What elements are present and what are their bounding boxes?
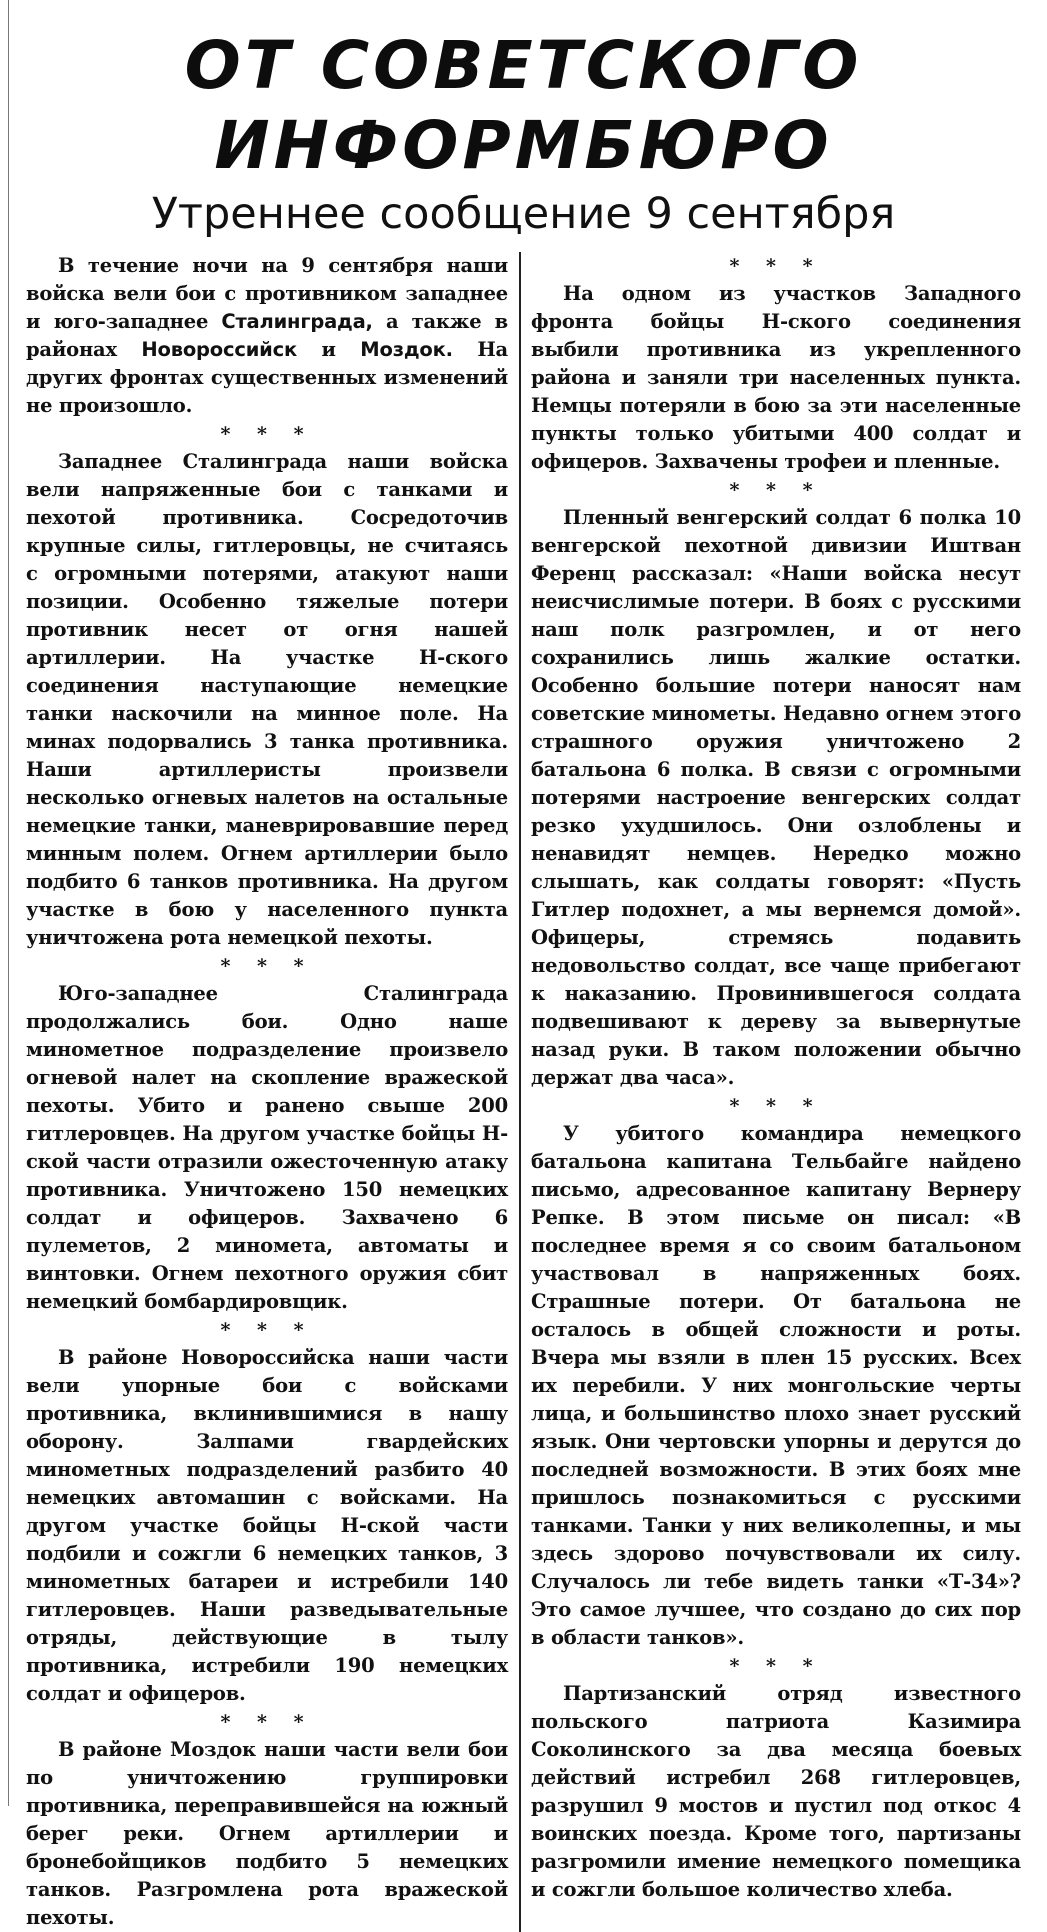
- right-column: [531, 252, 1021, 1932]
- right-paragraph-1: На одном из участков Западного фронта бойцы Н-ского соединения выбили противника из укрепленного района и заняли три населенных пункта. Немцы потеряли в бою за эти населенные пункты только убитыми 400 солдат и офицеров. Захвачены трофеи и пленные.: [531, 282, 1021, 473]
- right-paragraph-3: У убитого командира немецкого батальона капитана Тельбайге найдено письмо, адресованное капитану Вернеру Репке. В этом письме он писал: «В последнее время я со своим батальоном участвовал в напряженных боях. Страшные потери. От батальона не осталось в общей сложности и роты. Вчера мы взяли в плен 15 русских. Всех их перебили. У них монгольские черты лица, и большинство плохо знает русский язык. Они чертовски упорны и дерутся до последней возможности. В этих боях мне пришлось познакомиться с русскими танками. Танки у них великолепны, и мы здесь здорово почувствовали их силу. Случалось ли тебе видеть танки «Т-34»? Это самое лучшее, что создано до сих пор в области танков».: [531, 1122, 1021, 1649]
- right-paragraph-2: Пленный венгерский солдат 6 полка 10 венгерской пехотной дивизии Иштван Ференц рассказал: «Наши войска несут неисчислимые потери. В боях с русскими наш полк разгромлен, и от него сохранились лишь жалкие остатки. Особенно большие потери наносят нам советские минометы. Недавно огнем этого страшного оружия уничтожено 2 батальона 6 полка. В связи с огромными потерями настроение венгерских солдат резко ухудшилось. Они озлоблены и ненавидят немцев. Нередко можно слышать, как солдаты говорят: «Пусть Гитлер подохнет, а мы вернемся домой». Офицеры, стремясь подавить недовольство солдат, все чаще прибегают к наказанию. Провинившегося солдата подвешивают к дереву за вывернутые назад руки. В таком положении обычно держат два часа».: [531, 506, 1021, 1089]
- column-divider: [519, 252, 521, 1932]
- left-column: [26, 252, 508, 1932]
- separator-asterisks: * * *: [729, 1655, 823, 1677]
- left-paragraph-2: Западнее Сталинграда наши войска вели напряженные бои с танками и пехотой противника. Сосредоточив крупные силы, гитлеровцы, не считаясь с огромными потерями, атакуют наши позиции. Особенно тяжелые потери противник несет от огня нашей артиллерии. На участке Н-ского соединения наступающие немецкие танки наскочили на минное поле. На минах подорвались 3 танка противника. Наши артиллеристы произвели несколько огневых налетов на остальные немецкие танки, маневрировавшие перед минным полем. Огнем артиллерии было подбито 6 танков противника. На другом участке в бою у населенного пункта уничтожена рота немецкой пехоты.: [26, 450, 508, 949]
- bold-place-mozdok: Моздок.: [360, 338, 453, 361]
- right-paragraph-4: Партизанский отряд известного польского патриота Казимира Соколинского за два месяца боевых действий истребил 268 гитлеровцев, разрушил 9 мостов и пустил под откос 4 воинских поезда. Кроме того, партизаны разгромили имение немецкого помещика и сожгли большое количество хлеба.: [531, 1682, 1021, 1901]
- separator-asterisks: * * *: [220, 955, 314, 977]
- separator-asterisks: * * *: [220, 423, 314, 445]
- left-paragraph-3: Юго-западнее Сталинграда продолжались бои. Одно наше минометное подразделение произвело огневой налет на скопление вражеской пехоты. Убито и ранено свыше 200 гитлеровцев. На другом участке бойцы Н-ской части отразили ожесточенную атаку противника. Уничтожено 150 немецких солдат и офицеров. Захвачено 6 пулеметов, 2 миномета, автоматы и винтовки. Огнем пехотного оружия сбит немецкий бомбардировщик.: [26, 982, 508, 1313]
- subheadline: Утреннее сообщение 9 сентября: [151, 189, 896, 239]
- separator-asterisks: * * *: [729, 1095, 823, 1117]
- separator-asterisks: * * *: [220, 1319, 314, 1341]
- bold-place-novorossiysk: Новороссийск: [141, 338, 298, 361]
- left-paragraph-4: В районе Новороссийска наши части вели упорные бои с войсками противника, вклинившимися в нашу оборону. Залпами гвардейских минометных подразделений разбито 40 немецких автомашин с войсками. На другом участке бойцы Н-ской части подбили и сожгли 6 немецких танков, 3 минометных батареи и истребили 140 гитлеровцев. Наши разведывательные отряды, действующие в тылу противника, истребили 190 немецких солдат и офицеров.: [26, 1346, 508, 1705]
- left-paragraph-1: В течение ночи на 9 сентября наши войска вели бои с противником западнее и юго-западнее Сталинграда, а также в районах Новороссийск и Моздок. На других фронтах существенных изменений не произошло.: [26, 254, 508, 417]
- bold-place-stalingrad: Сталинграда,: [221, 310, 373, 333]
- article-columns: [26, 252, 1021, 1932]
- separator-asterisks: * * *: [729, 479, 823, 501]
- separator-asterisks: * * *: [729, 255, 823, 277]
- headline: ОТ СОВЕТСКОГО ИНФОРМБЮРО: [184, 27, 863, 184]
- left-paragraph-5: В районе Моздок наши части вели бои по уничтожению группировки противника, переправившейся на южный берег реки. Огнем артиллерии и бронебойщиков подбито 5 немецких танков. Разгромлена рота вражеской пехоты.: [26, 1738, 508, 1929]
- separator-asterisks: * * *: [220, 1711, 314, 1733]
